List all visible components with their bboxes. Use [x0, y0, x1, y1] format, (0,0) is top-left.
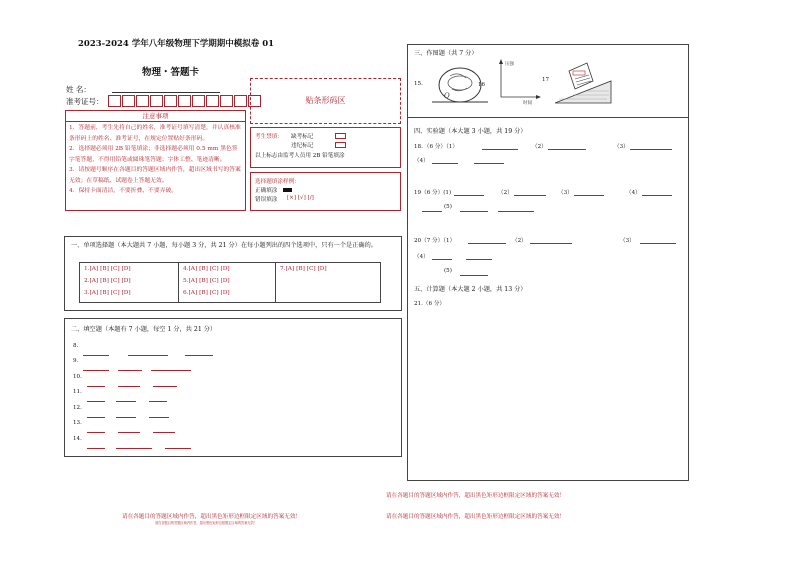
- answer-blank[interactable]: [165, 442, 191, 449]
- id-box[interactable]: [192, 95, 205, 107]
- fill-sample-box: [250, 172, 401, 211]
- q20-part3: （3）: [620, 238, 635, 244]
- answer-blank[interactable]: [530, 237, 572, 244]
- right-panel: [407, 44, 689, 481]
- q18-part2: （2）: [532, 144, 547, 150]
- q18-part3: （3）: [614, 144, 629, 150]
- name-label: 姓 名：: [66, 85, 91, 94]
- id-box[interactable]: [164, 95, 177, 107]
- answer-blank[interactable]: [128, 349, 168, 356]
- choice-q5[interactable]: 5.[A] [B] [C] [D]: [183, 278, 230, 284]
- q15-label: 15.: [414, 81, 423, 87]
- section5-title: 五、计算题（本大题 2 小题，共 13 分）: [414, 286, 527, 293]
- q19-part2: （2）: [498, 190, 513, 196]
- id-box[interactable]: [234, 95, 247, 107]
- choice-q2[interactable]: 2.[A] [B] [C] [D]: [84, 278, 131, 284]
- q18-part4: （4）: [414, 158, 429, 164]
- answer-blank[interactable]: [514, 189, 546, 196]
- answer-blank[interactable]: [87, 426, 105, 433]
- exam-title: 2023-2024 学年八年级物理下学期期中模拟卷 01: [78, 39, 275, 49]
- choice-section: [64, 236, 402, 311]
- violation-mark[interactable]: [335, 142, 346, 148]
- id-boxes[interactable]: [108, 95, 262, 107]
- barcode-area: [250, 78, 401, 124]
- choice-divider: [275, 263, 276, 302]
- q11-label: 11．: [73, 389, 86, 395]
- answer-blank[interactable]: [468, 237, 506, 244]
- answer-blank[interactable]: [87, 442, 105, 449]
- q20-part2: （2）: [512, 238, 527, 244]
- q19-part5: (5): [444, 204, 452, 210]
- q13-label: 13．: [73, 420, 86, 426]
- wrong-fill-marks: [×] [√] [/]: [287, 195, 314, 201]
- id-box[interactable]: [206, 95, 219, 107]
- card-title: 物理・答题卡: [142, 67, 200, 78]
- note-item: 4．保持卡面清洁，不要折叠、不要弄破。: [69, 188, 178, 194]
- q20-part5: (5): [444, 268, 452, 274]
- violation-label: 违纪标记: [291, 143, 314, 149]
- name-field[interactable]: [112, 92, 220, 93]
- answer-blank[interactable]: [466, 253, 492, 260]
- id-label: 准考证号：: [66, 97, 104, 106]
- answer-blank[interactable]: [432, 253, 452, 260]
- answer-blank[interactable]: [87, 411, 105, 418]
- answer-blank[interactable]: [118, 380, 140, 387]
- choice-q1[interactable]: 1.[A] [B] [C] [D]: [84, 266, 131, 272]
- id-box[interactable]: [136, 95, 149, 107]
- pressure-time-axes: [493, 57, 543, 106]
- status-box: [250, 127, 401, 168]
- answer-blank[interactable]: [151, 364, 191, 371]
- answer-blank[interactable]: [454, 189, 484, 196]
- answer-blank[interactable]: [482, 143, 518, 150]
- answer-blank[interactable]: [422, 205, 442, 212]
- section2-title: 二、填空题（本题有 7 小题，每空 1 分，共 21 分）: [71, 326, 217, 333]
- choice-q4[interactable]: 4.[A] [B] [C] [D]: [183, 266, 230, 272]
- id-box[interactable]: [122, 95, 135, 107]
- answer-blank[interactable]: [83, 349, 109, 356]
- divider: [408, 117, 688, 118]
- q19-part3: （3）: [558, 190, 573, 196]
- status-label: 考生禁填：: [255, 134, 283, 140]
- answer-blank[interactable]: [83, 364, 109, 371]
- answer-blank[interactable]: [574, 189, 604, 196]
- answer-blank[interactable]: [116, 442, 152, 449]
- note-item: 1．答题前，考生先将自己的姓名，准考证号填写清楚，并认真核准条形码上的姓名、准考证号，在规定位置贴好条形码。: [69, 125, 241, 142]
- origin-label: O: [444, 92, 450, 100]
- incline-diagram: [553, 57, 613, 105]
- q10-label: 10．: [73, 374, 86, 380]
- footer-warning-right-2: 请在各题目的答题区域内作答，超出黑色矩形边框限定区域的答案无效！: [386, 514, 566, 520]
- answer-blank[interactable]: [548, 143, 586, 150]
- correct-fill-label: 正确填涂: [255, 188, 278, 194]
- q14-blanks: [87, 434, 191, 453]
- answer-blank[interactable]: [116, 395, 136, 402]
- q12-label: 12．: [73, 405, 86, 411]
- q14-label: 14．: [73, 436, 86, 442]
- answer-blank[interactable]: [153, 426, 175, 433]
- q20-part4: （4）: [414, 254, 429, 260]
- choice-q3[interactable]: 3.[A] [B] [C] [D]: [84, 290, 131, 296]
- time-label: 时间: [523, 101, 532, 106]
- q19-label: 19（6 分）(1): [414, 190, 452, 196]
- answer-blank[interactable]: [149, 411, 169, 418]
- choice-divider: [178, 263, 179, 302]
- choice-q6[interactable]: 6.[A] [B] [C] [D]: [183, 290, 230, 296]
- answer-blank[interactable]: [87, 395, 105, 402]
- q17-label: 17: [542, 77, 550, 83]
- footer-warning-left: 请在各题目的答题区域内作答，超出黑色矩形边框限定区域的答案无效！: [122, 514, 302, 520]
- footer-tiny-text: 请在各题目的答题区域内作答，超出黑色矩形边框限定区域的答案无效！: [155, 521, 257, 525]
- id-box[interactable]: [150, 95, 163, 107]
- choice-grid: [79, 262, 381, 303]
- notes-title: 注意事项: [66, 111, 245, 122]
- q21-label: 21.（6 分）: [414, 301, 446, 307]
- absent-mark[interactable]: [335, 133, 346, 139]
- answer-blank[interactable]: [460, 269, 488, 276]
- notes-box: [65, 110, 246, 211]
- wrong-fill-label: 错误填涂: [255, 197, 278, 203]
- answer-blank[interactable]: [153, 380, 177, 387]
- notes-list: [66, 122, 245, 198]
- answer-blank[interactable]: [630, 143, 672, 150]
- section3-title: 三、作图题（共 7 分）: [414, 50, 478, 57]
- answer-blank[interactable]: [460, 205, 488, 212]
- q16-label: 16: [478, 82, 486, 88]
- answer-blank[interactable]: [118, 426, 140, 433]
- barcode-label: 贴条形码区: [305, 96, 346, 105]
- id-box[interactable]: [108, 95, 121, 107]
- answer-blank[interactable]: [185, 349, 213, 356]
- answer-blank[interactable]: [116, 411, 136, 418]
- answer-blank[interactable]: [640, 237, 676, 244]
- answer-blank[interactable]: [87, 380, 105, 387]
- section4-title: 四、实验题（本大题 3 小题，共 19 分）: [414, 128, 527, 135]
- fill-sample-title: 选择题填涂样例：: [255, 179, 300, 185]
- answer-blank[interactable]: [642, 189, 672, 196]
- status-note: 以上标志由监考人员用 2B 铅笔填涂: [255, 153, 345, 159]
- q8-label: 8．: [73, 343, 83, 349]
- note-item: 3．请按题号顺序在各题目的答题区域内作答，超出区域书写的答案无效；在草稿纸、试题卷上答题无效。: [69, 167, 241, 184]
- q19-part4: （4）: [626, 190, 641, 196]
- correct-fill-mark: [283, 188, 292, 192]
- answer-blank[interactable]: [474, 157, 504, 164]
- id-box[interactable]: [178, 95, 191, 107]
- q18-label: 18．（6 分）（1）: [414, 144, 458, 150]
- footer-warning-right-1: 请在各题目的答题区域内作答，超出黑色矩形边框限定区域的答案无效！: [386, 493, 566, 499]
- answer-blank[interactable]: [432, 157, 458, 164]
- choice-q7[interactable]: 7.[A] [B] [C] [D]: [280, 266, 327, 272]
- absent-label: 缺考标记: [291, 134, 314, 140]
- note-item: 2．选择题必须用 2B 铅笔填涂；非选择题必须用 0.5 mm 黑色签字笔答题，不得用铅笔或圆珠笔答题；字体工整、笔迹清晰。: [69, 146, 238, 163]
- id-box[interactable]: [220, 95, 233, 107]
- q20-label: 20（7 分）（1）: [414, 238, 456, 244]
- answer-blank[interactable]: [149, 395, 167, 402]
- answer-blank[interactable]: [498, 205, 534, 212]
- section1-title: 一、单项选择题（本大题共 7 小题，每小题 3 分，共 21 分）在每小题列出的四个选项中，只有一个是正确的。: [71, 242, 377, 249]
- answer-blank[interactable]: [118, 364, 142, 371]
- fill-section: [64, 318, 402, 457]
- q9-label: 9．: [73, 358, 83, 364]
- pressure-label: 压强: [505, 62, 514, 67]
